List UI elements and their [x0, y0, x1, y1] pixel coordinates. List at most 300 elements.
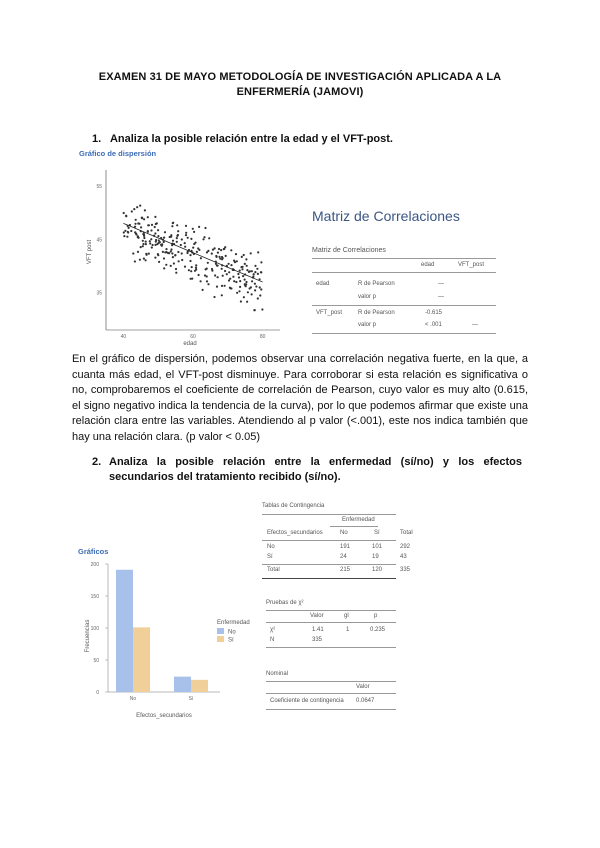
trend-line — [123, 223, 262, 282]
question-1-number: 1. — [92, 133, 102, 145]
chi-rule-top — [266, 610, 396, 611]
scatter-point — [128, 227, 130, 229]
scatter-point — [252, 275, 254, 277]
scatter-point — [176, 237, 178, 239]
scatter-point — [140, 246, 142, 248]
scatter-point — [203, 236, 205, 238]
scatter-xlabel: edad — [183, 341, 197, 347]
scatter-point — [133, 208, 135, 210]
scatter-point — [251, 280, 253, 282]
scatter-point — [150, 238, 152, 240]
scatter-point — [217, 252, 219, 254]
corr-row-stat: R de Pearson — [358, 281, 395, 287]
scatter-point — [125, 215, 127, 217]
scatter-point — [156, 222, 158, 224]
scatter-point — [230, 249, 232, 251]
chi-cell: 1.41 — [312, 627, 324, 633]
scatter-point — [190, 278, 192, 280]
scatter-point — [242, 266, 244, 268]
scatter-point — [171, 225, 173, 227]
contingency-group-header: Enfermedad — [342, 517, 375, 523]
scatter-point — [164, 231, 166, 233]
corr-row-vft: — — [472, 322, 478, 328]
scatter-point — [233, 280, 235, 282]
scatter-point — [158, 261, 160, 263]
scatter-point — [239, 280, 241, 282]
scatter-point — [189, 260, 191, 262]
scatter-point — [202, 289, 204, 291]
scatter-point — [240, 300, 242, 302]
scatter-point — [157, 235, 159, 237]
scatter-point — [151, 246, 153, 248]
corr-row-edad: < .001 — [425, 322, 442, 328]
contingency-cell: 101 — [372, 544, 383, 550]
scatter-point — [165, 264, 167, 266]
scatter-point — [244, 279, 246, 281]
scatter-x-tick: 60 — [190, 334, 196, 340]
bar-y-tick: 200 — [90, 562, 99, 568]
scatter-point — [246, 269, 248, 271]
scatter-point — [211, 268, 213, 270]
scatter-point — [230, 264, 232, 266]
scatter-point — [260, 261, 262, 263]
corr-rule-row — [312, 305, 496, 306]
scatter-point — [164, 251, 166, 253]
bar-x-tick: Sí — [188, 696, 194, 702]
corr-row-stat: R de Pearson — [358, 310, 395, 316]
nominal-rule-top — [266, 681, 396, 682]
scatter-point — [142, 245, 144, 247]
scatter-point — [124, 230, 126, 232]
scatter-point — [132, 252, 134, 254]
scatter-point — [177, 230, 179, 232]
scatter-point — [146, 254, 148, 256]
scatter-point — [154, 232, 156, 234]
scatter-point — [134, 231, 136, 233]
scatter-point — [158, 239, 160, 241]
scatter-point — [145, 259, 147, 261]
contingency-row-label: Total — [267, 567, 280, 573]
nominal-rule-mid — [266, 693, 396, 694]
scatter-points — [123, 205, 264, 312]
scatter-point — [149, 240, 151, 242]
contingency-cell: 191 — [340, 544, 351, 550]
nominal-rule-bottom — [266, 709, 396, 710]
chi-header: Valor — [310, 613, 324, 619]
scatter-point — [219, 258, 221, 260]
scatter-y-tick: 45 — [96, 237, 102, 244]
question-2-text: Analiza la posible relación entre la enfermedad (sí/no) y los efectos secundarios del tratamiento recibido (sí/no). — [109, 456, 522, 483]
scatter-y-tick: 55 — [96, 184, 102, 190]
scatter-point — [187, 237, 189, 239]
scatter-point — [223, 248, 225, 250]
scatter-point — [190, 270, 192, 272]
scatter-point — [172, 222, 174, 224]
scatter-point — [237, 273, 239, 275]
contingency-title: Tablas de Contingencia — [262, 503, 325, 509]
scatter-point — [123, 231, 125, 233]
scatter-point — [224, 270, 226, 272]
scatter-point — [238, 276, 240, 278]
contingency-cell: 19 — [372, 554, 379, 560]
corr-row-var: VFT_post — [316, 310, 343, 316]
scatter-point — [185, 225, 187, 227]
scatter-point — [245, 281, 247, 283]
bar-marks — [116, 570, 208, 702]
scatter-point — [150, 229, 152, 231]
scatter-point — [181, 238, 183, 240]
scatter-point — [198, 249, 200, 251]
legend-swatch-no — [217, 628, 224, 634]
bar-legend-title: Enfermedad — [217, 620, 250, 626]
chi-cell: 335 — [312, 637, 323, 643]
scatter-point — [228, 279, 230, 281]
scatter-point — [249, 287, 251, 289]
scatter-point — [225, 255, 227, 257]
scatter-point — [154, 226, 156, 228]
corr-rule-top — [312, 258, 496, 259]
legend-label-si: Sí — [228, 637, 234, 644]
scatter-ylabel: VFT post — [87, 239, 93, 265]
scatter-point — [147, 216, 149, 218]
bar-y-tick: 150 — [90, 594, 99, 600]
scatter-point — [207, 283, 209, 285]
scatter-point — [148, 253, 150, 255]
scatter-point — [176, 241, 178, 243]
scatter-point — [181, 259, 183, 261]
contingency-row-label: No — [267, 544, 275, 550]
scatter-point — [255, 285, 257, 287]
scatter-point — [232, 276, 234, 278]
scatter-point — [123, 235, 125, 237]
corr-row-var: edad — [316, 281, 330, 287]
nominal-header: Valor — [356, 684, 370, 690]
scatter-point — [163, 237, 165, 239]
scatter-point — [155, 241, 157, 243]
scatter-point — [244, 284, 246, 286]
scatter-point — [216, 256, 218, 258]
scatter-point — [140, 226, 142, 228]
scatter-point — [154, 216, 156, 218]
corr-header-edad: edad — [421, 262, 435, 268]
scatter-point — [163, 257, 165, 259]
scatter-point — [202, 238, 204, 240]
scatter-point — [191, 266, 193, 268]
scatter-point — [154, 244, 156, 246]
contingency-col: Sí — [374, 530, 380, 536]
scatter-point — [136, 206, 138, 208]
corr-row-stat: valor p — [358, 322, 377, 328]
scatter-point — [172, 240, 174, 242]
chi-cell: 0.235 — [370, 627, 386, 633]
scatter-point — [221, 268, 223, 270]
scatter-point — [135, 233, 137, 235]
analysis-paragraph: En el gráfico de dispersión, podemos observar una correlación negativa fuerte, en la que, a cuanta más edad, el VFT-post disminuye. Para corroborar si esta relación es significativa o no, comprobaremos el coeficiente de correlación de Pearson, cuyo valor es muy alto (0.615, el signo negativo indica la tendencia de la curva), por lo que podemos afirmar que existe una relación clara entre las variables. Atendiendo al p valor (<.001), este nos indica también que hay una relación clara. (p valor < 0.05) — [72, 353, 528, 443]
scatter-point — [170, 248, 172, 250]
scatter-point — [139, 205, 141, 207]
scatter-point — [245, 258, 247, 260]
scatter-point — [184, 246, 186, 248]
corr-row-edad: — — [438, 294, 444, 300]
scatter-point — [212, 249, 214, 251]
nominal-title: Nominal — [266, 671, 289, 677]
scatter-point — [253, 273, 255, 275]
scatter-point — [175, 268, 177, 270]
scatter-point — [137, 235, 139, 237]
scatter-point — [176, 235, 178, 237]
scatter-point — [206, 275, 208, 277]
scatter-point — [151, 224, 153, 226]
scatter-point — [149, 242, 151, 244]
scatter-point — [228, 271, 230, 273]
scatter-point — [250, 252, 252, 254]
scatter-point — [184, 266, 186, 268]
cont-rule-group — [330, 526, 378, 527]
scatter-point — [145, 241, 147, 243]
scatter-point — [137, 251, 139, 253]
corr-header-vft: VFT_post — [458, 262, 485, 268]
scatter-point — [198, 274, 200, 276]
scatter-point — [259, 286, 261, 288]
scatter-point — [168, 252, 170, 254]
scatter-point — [211, 253, 213, 255]
scatter-point — [200, 257, 202, 259]
scatter-point — [260, 288, 262, 290]
scatter-point — [178, 260, 180, 262]
scatter-point — [247, 291, 249, 293]
scatter-point — [162, 251, 164, 253]
scatter-point — [196, 251, 198, 253]
scatter-point — [181, 252, 183, 254]
scatter-point — [246, 301, 248, 303]
contingency-cell: 24 — [340, 554, 347, 560]
contingency-cell: 43 — [400, 554, 407, 560]
scatter-point — [134, 260, 136, 262]
bar — [133, 627, 150, 692]
scatter-point — [213, 296, 215, 298]
scatter-point — [130, 230, 132, 232]
legend-swatch-si — [217, 636, 224, 642]
chi-row-label: χ² — [270, 627, 276, 633]
scatter-point — [184, 242, 186, 244]
corr-title: Matriz de Correlaciones — [312, 208, 460, 224]
scatter-point — [195, 267, 197, 269]
scatter-point — [206, 268, 208, 270]
scatter-point — [192, 247, 194, 249]
scatter-point — [144, 209, 146, 211]
scatter-y-tick: 35 — [96, 290, 102, 297]
bar-ylabel: Frecuencias — [85, 619, 91, 653]
bar-y-tick: 50 — [93, 658, 99, 664]
scatter-point — [137, 222, 139, 224]
scatter-point — [147, 224, 149, 226]
contingency-col: Total — [400, 530, 413, 536]
page-title: EXAMEN 31 DE MAYO METODOLOGÍA DE INVESTIGACIÓN APLICADA A LA ENFERMERÍA (JAMOVI) — [98, 71, 502, 98]
scatter-point — [192, 228, 194, 230]
scatter-point — [204, 227, 206, 229]
scatter-point — [175, 272, 177, 274]
scatter-point — [217, 265, 219, 267]
scatter-point — [170, 250, 172, 252]
scatter-point — [226, 273, 228, 275]
contingency-cell: 335 — [400, 567, 411, 573]
scatter-point — [221, 285, 223, 287]
scatter-point — [147, 230, 149, 232]
question-1 — [92, 132, 393, 147]
scatter-point — [142, 240, 144, 242]
scatter-point — [195, 264, 197, 266]
scatter-point — [189, 254, 191, 256]
question-2-number: 2. — [92, 456, 102, 468]
scatter-point — [163, 267, 165, 269]
scatter-point — [239, 270, 241, 272]
question-1-text: Analiza la posible relación entre la edad y el VFT-post. — [109, 133, 393, 145]
cont-rule-total — [262, 564, 396, 565]
scatter-point — [170, 236, 172, 238]
scatter-point — [176, 224, 178, 226]
bar-chart-label: Gráficos — [78, 547, 109, 556]
contingency-cell: 120 — [372, 567, 383, 573]
scatter-point — [228, 263, 230, 265]
scatter-point — [254, 271, 256, 273]
scatter-point — [127, 231, 129, 233]
chi-row-label: N — [270, 637, 275, 643]
scatter-point — [173, 262, 175, 264]
scatter-point — [261, 308, 263, 310]
cont-rule-bottom — [262, 578, 396, 579]
scatter-point — [152, 244, 154, 246]
corr-row-edad: -0.615 — [425, 310, 443, 316]
scatter-point — [220, 249, 222, 251]
scatter-point — [170, 265, 172, 267]
chi-rule-mid — [266, 622, 396, 623]
bar-x-tick: No — [129, 696, 137, 702]
scatter-point — [244, 263, 246, 265]
scatter-point — [172, 256, 174, 258]
contingency-cell: 292 — [400, 544, 411, 550]
scatter-point — [185, 232, 187, 234]
scatter-point — [123, 212, 125, 214]
scatter-point — [195, 268, 197, 270]
scatter-point — [134, 223, 136, 225]
scatter-point — [165, 248, 167, 250]
scatter-point — [254, 289, 256, 291]
scatter-point — [158, 242, 160, 244]
chi-cell: 1 — [346, 627, 350, 633]
corr-row-edad: — — [438, 281, 444, 287]
scatter-point — [253, 309, 255, 311]
chi-title: Pruebas de χ² — [266, 600, 304, 606]
scatter-point — [143, 218, 145, 220]
scatter-point — [208, 237, 210, 239]
scatter-point — [236, 292, 238, 294]
scatter-point — [135, 219, 137, 221]
scatter-point — [157, 229, 159, 231]
scatter-point — [154, 257, 156, 259]
scatter-point — [216, 286, 218, 288]
scatter-point — [246, 265, 248, 267]
chi-rule-bottom — [266, 647, 396, 648]
scatter-point — [254, 265, 256, 267]
scatter-point — [222, 257, 224, 259]
chi-header: p — [374, 613, 378, 619]
scatter-point — [188, 269, 190, 271]
scatter-point — [157, 253, 159, 255]
scatter-point — [243, 254, 245, 256]
question-2 — [92, 455, 522, 485]
scatter-point — [200, 280, 202, 282]
scatter-point — [257, 297, 259, 299]
scatter-point — [235, 253, 237, 255]
scatter-point — [143, 234, 145, 236]
cont-rule-mid — [262, 540, 396, 541]
scatter-point — [235, 281, 237, 283]
scatter-point — [206, 280, 208, 282]
bar — [191, 680, 208, 692]
scatter-point — [241, 268, 243, 270]
scatter-point — [141, 217, 143, 219]
scatter-point — [259, 294, 261, 296]
scatter-point — [243, 296, 245, 298]
scatter-point — [143, 258, 145, 260]
nominal-row-value: 0.0647 — [356, 698, 375, 704]
scatter-point — [131, 210, 133, 212]
scatter-point — [256, 268, 258, 270]
scatter-point — [193, 231, 195, 233]
scatter-label: Gráfico de dispersión — [79, 149, 157, 158]
scatter-point — [145, 243, 147, 245]
bar-yticks — [91, 562, 108, 696]
scatter-point — [139, 259, 141, 261]
corr-rule-mid — [312, 272, 496, 273]
scatter-point — [142, 243, 144, 245]
contingency-row-label: Sí — [267, 554, 273, 560]
scatter-point — [242, 275, 244, 277]
bar-y-tick: 0 — [96, 690, 99, 696]
scatter-point — [194, 242, 196, 244]
scatter-point — [257, 273, 259, 275]
scatter-point — [171, 252, 173, 254]
scatter-point — [177, 251, 179, 253]
scatter-point — [230, 287, 232, 289]
scatter-point — [180, 244, 182, 246]
scatter-point — [238, 290, 240, 292]
scatter-point — [190, 238, 192, 240]
scatter-point — [221, 294, 223, 296]
scatter-point — [163, 241, 165, 243]
corr-rule-bottom — [312, 333, 496, 334]
scatter-point — [214, 274, 216, 276]
scatter-point — [251, 293, 253, 295]
nominal-row-label: Coeficiente de contingencia — [270, 698, 344, 704]
contingency-cell: 215 — [340, 567, 351, 573]
scatter-chart — [80, 160, 290, 350]
scatter-point — [217, 276, 219, 278]
cont-rule-top — [262, 514, 396, 515]
corr-row-stat: valor p — [358, 294, 377, 300]
scatter-point — [233, 260, 235, 262]
scatter-point — [198, 226, 200, 228]
scatter-point — [241, 256, 243, 258]
scatter-point — [222, 275, 224, 277]
legend-label-no: No — [228, 629, 236, 636]
scatter-point — [207, 250, 209, 252]
scatter-point — [207, 262, 209, 264]
scatter-point — [174, 254, 176, 256]
scatter-point — [126, 236, 128, 238]
scatter-point — [254, 283, 256, 285]
scatter-point — [257, 251, 259, 253]
